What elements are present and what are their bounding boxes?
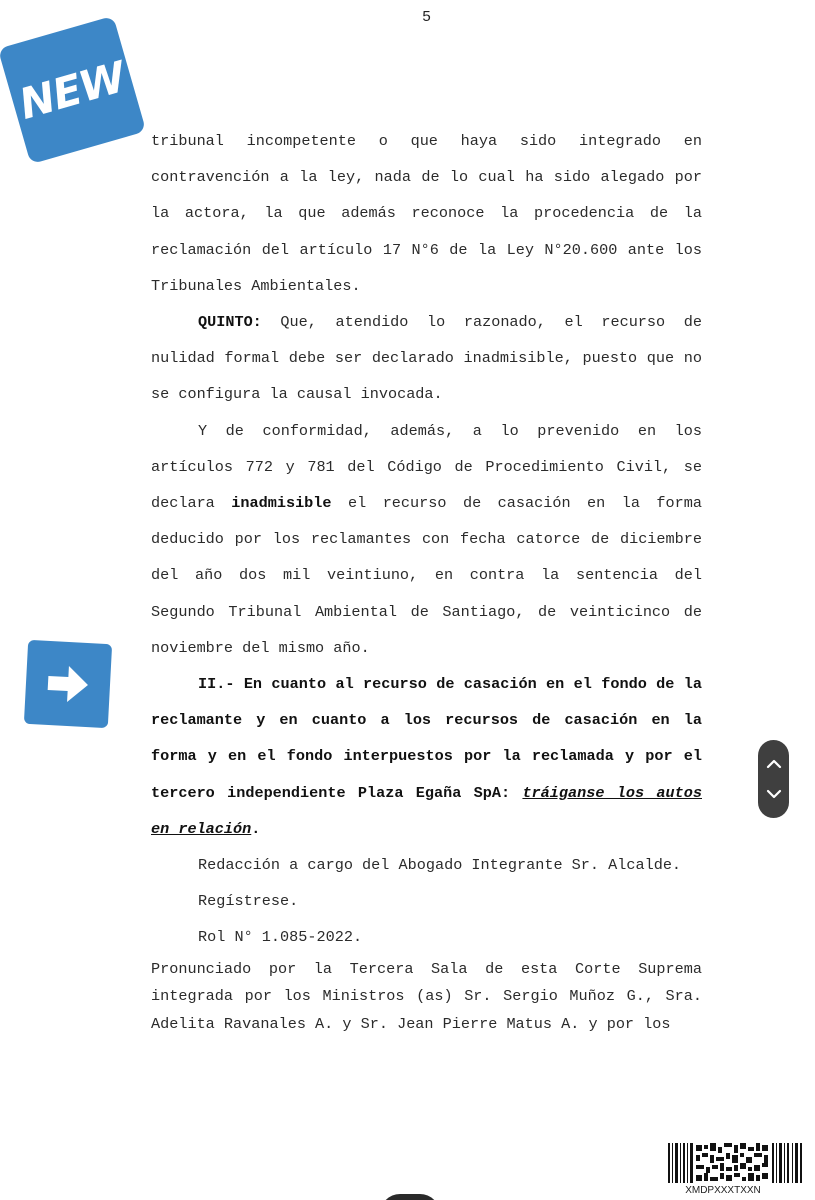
new-badge [0,16,146,164]
paragraph-casacion-fondo [151,666,702,847]
conformidad-text-b: el recurso de casación en la forma deducido por los reclamantes con fecha catorce de diciembre del año dos mil veintiuno, en contra la sentencia del Segundo Tribunal Ambiental de Santiago, de veinticinco de noviembre del mismo año. [151,494,702,657]
barcode-code: XMDPXXXTXXN [685,1185,761,1196]
quinto-text: Que, atendido lo razonado, el recurso de nulidad formal debe ser declarado inadmisible, puesto que no se configura la causal invocada. [151,313,702,404]
casacion-fondo-text: II.- En cuanto al recurso de casación en el fondo de la reclamante y en cuanto a los recursos de casación en la forma y en el fondo interpuestos por la reclamada y por el tercero independiente Plaza Egaña SpA: [151,675,702,802]
chevron-up-icon [766,758,782,770]
paragraph-pronunciado: Pronunciado por la Tercera Sala de esta Corte Suprema integrada por los Ministros (as) Sr. Sergio Muñoz G., Sra. Adelita Ravanales A. y Sr. Jean Pierre Matus A. y por los [151,959,702,1033]
inadmisible-term: inadmisible [231,494,332,513]
paragraph-rol: Rol N° 1.085-2022. [198,928,363,947]
next-arrow-badge[interactable] [24,640,112,728]
conformidad-text-a: Y de conformidad, además, a lo prevenido en los artículos 772 y 781 del Código de Procedimiento Civil, se declara [151,421,702,513]
page-number: 5 [422,8,431,25]
paragraph-tribunal: tribunal incompetente o que haya sido integrado en contravención a la ley, nada de lo cual ha sido alegado por la actora, la que además reconoce la procedencia de la reclamación del artículo 17 N°6 de la Ley N°20.600 ante los Tribunales Ambientales. [151,132,702,295]
new-badge-label: NEW [13,51,131,129]
traiganse-autos: tráiganse los autos en relación [151,783,702,838]
casacion-fondo-end: . [251,819,261,838]
document-body [151,123,702,1038]
arrow-right-icon [41,657,96,712]
quinto-label: QUINTO: [198,313,262,332]
scroll-up-button[interactable] [758,749,789,779]
scroll-nav [758,740,789,818]
paragraph-conformidad [151,413,702,666]
chevron-down-icon [766,788,782,800]
barcode-graphic [668,1143,803,1187]
paragraph-registrese: Regístrese. [198,892,299,911]
paragraph-quinto [151,304,702,413]
bottom-tab-handle[interactable] [380,1194,440,1200]
scroll-down-button[interactable] [758,779,789,809]
paragraph-redaccion: Redacción a cargo del Abogado Integrante Sr. Alcalde. [198,856,682,875]
